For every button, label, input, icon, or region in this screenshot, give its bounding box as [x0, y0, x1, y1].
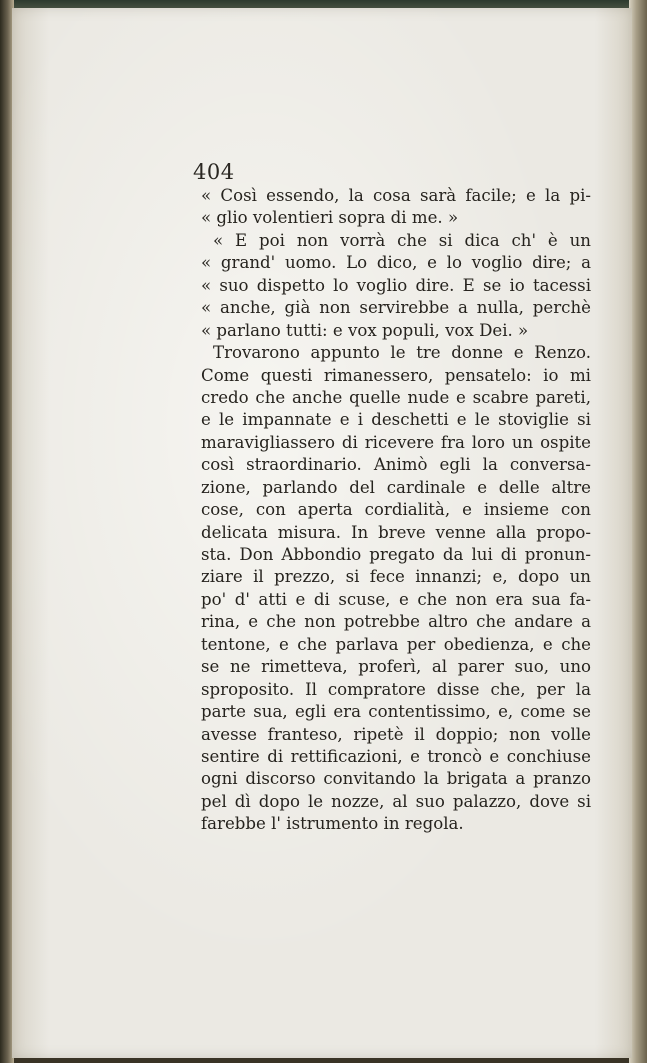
text-line: maravigliassero di ricevere fra loro un ospite	[201, 432, 591, 452]
text-line: sentire di rettificazioni, e troncò e conchiuse	[201, 746, 591, 766]
text-line: « E poi non vorrà che si dica ch' è un	[213, 230, 591, 250]
text-line: « Così essendo, la cosa sarà facile; e la pi-	[201, 186, 591, 205]
text-line: parte sua, egli era contentissimo, e, come se	[201, 702, 591, 722]
text-line: e le impannate e i deschetti e le stoviglie si	[201, 410, 591, 430]
text-line: « anche, già non servirebbe a nulla, perchè	[201, 298, 591, 318]
text-line: credo che anche quelle nude e scabre pareti,	[201, 387, 591, 407]
text-line: così straordinario. Animò egli la conversa-	[201, 455, 591, 475]
text-line: po' d' atti e di scuse, e che non era sua fa-	[201, 589, 591, 609]
text-line: cose, con aperta cordialità, e insieme con	[201, 500, 591, 520]
text-line: rina, e che non potrebbe altro che andare a	[201, 612, 591, 632]
text-line: ziare il prezzo, si fece innanzi; e, dopo un	[201, 567, 591, 587]
text-line: « suo dispetto lo voglio dire. E se io tacessi	[201, 275, 591, 295]
text-line: tentone, e che parlava per obedienza, e che	[201, 634, 591, 654]
text-line: se ne rimetteva, proferì, al parer suo, uno	[201, 657, 591, 677]
text-line: Trovarono appunto le tre donne e Renzo.	[213, 343, 591, 363]
text-line: sproposito. Il compratore disse che, per la	[201, 679, 591, 699]
text-line: « parlano tutti: e vox populi, vox Dei. »	[201, 320, 529, 340]
page-text	[201, 185, 591, 836]
text-line: delicata misura. In breve venne alla propo-	[201, 522, 591, 542]
text-line: Come questi rimanessero, pensatelo: io mi	[201, 365, 591, 385]
text-line: zione, parlando del cardinale e delle altre	[201, 477, 591, 497]
text-line: farebbe l' istrumento in regola.	[201, 814, 464, 834]
book-page	[12, 8, 632, 1058]
page-number: 404	[193, 160, 235, 184]
text-line: sta. Don Abbondio pregato da lui di pronun-	[201, 545, 591, 564]
text-line: pel dì dopo le nozze, al suo palazzo, dove si	[201, 791, 591, 811]
text-line: « glio volentieri sopra di me. »	[201, 208, 459, 228]
text-line: « grand' uomo. Lo dico, e lo voglio dire; a	[201, 253, 591, 273]
text-line: ogni discorso convitando la brigata a pranzo	[201, 769, 591, 789]
text-line: avesse franteso, ripetè il doppio; non volle	[201, 724, 591, 744]
